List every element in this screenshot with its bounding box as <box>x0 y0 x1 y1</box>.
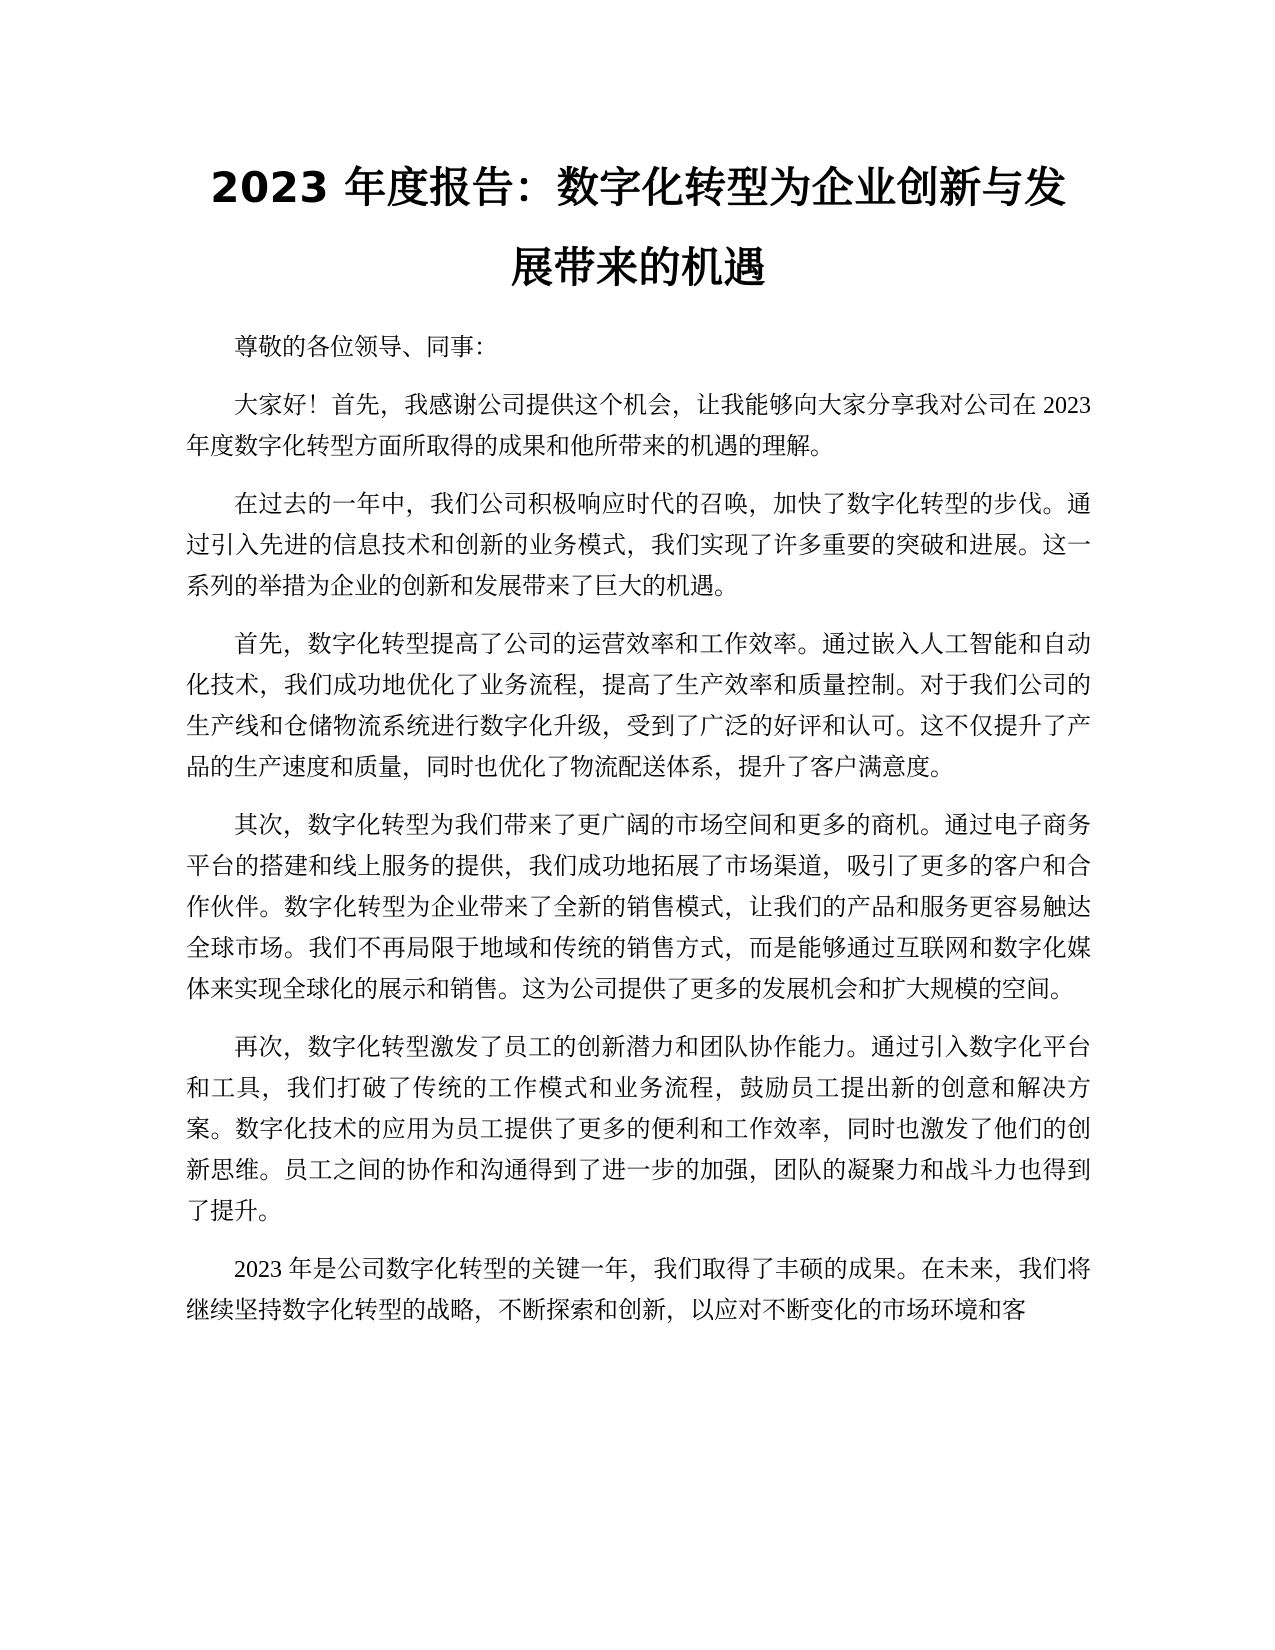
title-line-1: 2023 年度报告：数字化转型为企业创新与发 <box>210 163 1067 212</box>
salutation: 尊敬的各位领导、同事： <box>234 335 498 361</box>
paragraph-overview: 在过去的一年中，我们公司积极响应时代的召唤，加快了数字化转型的步伐。通过引入先进的信息技术和创新的业务模式，我们实现了许多重要的突破和进展。这一系列的举措为企业的创新和发展带来了巨大的机遇。 <box>186 492 1091 600</box>
paragraph-greeting: 大家好！首先，我感谢公司提供这个机会，让我能够向大家分享我对公司在 2023 年度数字化转型方面所取得的成果和他所带来的机遇的理解。 <box>186 393 1091 460</box>
paragraph-efficiency: 首先，数字化转型提高了公司的运营效率和工作效率。通过嵌入人工智能和自动化技术，我们成功地优化了业务流程，提高了生产效率和质量控制。对于我们公司的生产线和仓储物流系统进行数字化升级，受到了广泛的好评和认可。这不仅提升了产品的生产速度和质量，同时也优化了物流配送体系，提升了客户满意度。 <box>186 632 1091 781</box>
paragraph-future: 2023 年是公司数字化转型的关键一年，我们取得了丰硕的成果。在未来，我们将继续坚持数字化转型的战略，不断探索和创新，以应对不断变化的市场环境和客 <box>186 1257 1091 1324</box>
document-page <box>186 148 1091 1349</box>
paragraph-innovation: 再次，数字化转型激发了员工的创新潜力和团队协作能力。通过引入数字化平台和工具，我们打破了传统的工作模式和业务流程，鼓励员工提出新的创意和解决方案。数字化技术的应用为员工提供了更多的便利和工作效率，同时也激发了他们的创新思维。员工之间的协作和沟通得到了进一步的加强，团队的凝聚力和战斗力也得到了提升。 <box>186 1035 1091 1225</box>
paragraph-market: 其次，数字化转型为我们带来了更广阔的市场空间和更多的商机。通过电子商务平台的搭建和线上服务的提供，我们成功地拓展了市场渠道，吸引了更多的客户和合作伙伴。数字化转型为企业带来了全新的销售模式，让我们的产品和服务更容易触达全球市场。我们不再局限于地域和传统的销售方式，而是能够通过互联网和数字化媒体来实现全球化的展示和销售。这为公司提供了更多的发展机会和扩大规模的空间。 <box>186 813 1091 1003</box>
document-title <box>186 148 1091 308</box>
title-line-2: 展带来的机遇 <box>510 243 766 292</box>
